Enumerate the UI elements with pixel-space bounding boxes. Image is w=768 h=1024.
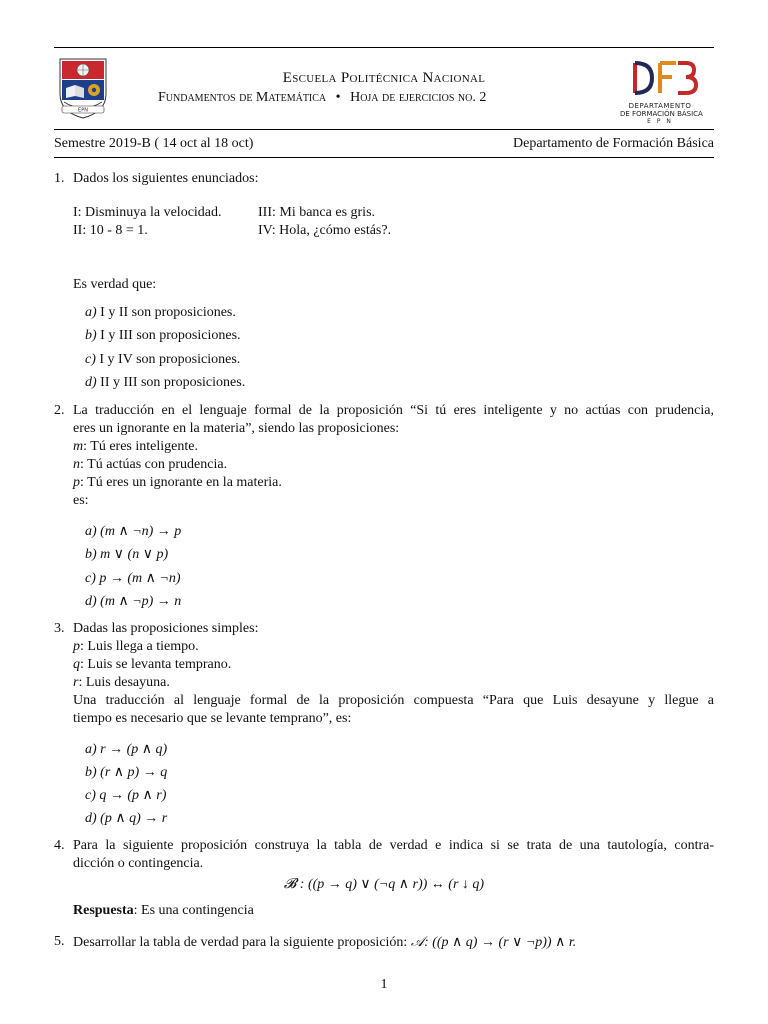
q3-line-2: tiempo es necesario que se levante temprano”, es: <box>73 711 352 726</box>
var-n: n <box>73 457 80 472</box>
q4-line-2: dicción o contingencia. <box>73 856 204 871</box>
option-label: d) <box>85 375 97 390</box>
option-formula: r → (p ∧ q) <box>100 742 168 757</box>
answer-label: Respuesta <box>73 903 134 918</box>
q2-option-d <box>85 593 181 610</box>
q1-statement-1: I: Disminuya la velocidad. <box>73 205 222 220</box>
q4-answer <box>73 903 254 919</box>
prop-text: : Tú eres inteligente. <box>83 439 198 454</box>
dfb-logo <box>620 57 703 125</box>
prop-text: : Luis se levanta temprano. <box>80 657 232 672</box>
q4-formula <box>0 876 768 893</box>
q3-option-a <box>85 741 167 758</box>
q1-prompt: Es verdad que: <box>73 277 157 292</box>
q3-option-b <box>85 764 167 781</box>
dfb-caption-2: DE FORMACIÓN BÁSICA <box>620 110 703 118</box>
q1-option-a <box>85 305 236 321</box>
option-label: c) <box>85 352 96 367</box>
q2-option-c <box>85 570 181 587</box>
option-label: d) <box>85 811 97 826</box>
answer-text: : Es una contingencia <box>133 903 254 918</box>
q1-statement-2: II: 10 - 8 = 1. <box>73 223 148 238</box>
prop-text: : Luis llega a tiempo. <box>80 639 199 654</box>
q2-es: es: <box>73 493 89 508</box>
q3-option-d <box>85 810 167 827</box>
epn-logo <box>54 56 112 120</box>
q2-prop-n <box>73 457 227 473</box>
q1-option-c <box>85 352 240 368</box>
q3-option-c <box>85 787 166 804</box>
header-bottom-rule <box>54 157 714 158</box>
q1-statement-4: IV: Hola, ¿cómo estás?. <box>258 223 392 238</box>
option-label: b) <box>85 547 97 562</box>
formula-name: 𝒜 <box>410 935 425 950</box>
q3-prop-q <box>73 657 231 673</box>
var-r: r <box>73 675 79 690</box>
q2-line-2: eres un ignorante en la materia”, siendo las proposiciones: <box>73 421 400 436</box>
var-p: p <box>73 475 80 490</box>
option-label: c) <box>85 571 96 586</box>
dfb-monogram-icon <box>620 57 700 97</box>
q3-line-1: Una traducción al lenguaje formal de la proposición compuesta “Para que Luis desayune y llegue a <box>73 693 714 708</box>
q5-text <box>73 934 576 951</box>
q3-prop-r <box>73 675 170 691</box>
option-text: I y IV son proposiciones. <box>99 352 241 367</box>
var-q: q <box>73 657 80 672</box>
formula-body: : ((p ∧ q) → (r ∨ ¬p)) ∧ r. <box>424 935 577 950</box>
option-text: I y III son proposiciones. <box>100 328 241 343</box>
header-top-rule <box>54 47 714 48</box>
option-formula: m ∨ (n ∨ p) <box>100 547 169 562</box>
prop-text: : Tú eres un ignorante en la materia. <box>80 475 282 490</box>
option-formula: (r ∧ p) → q <box>100 765 168 780</box>
option-label: c) <box>85 788 96 803</box>
q2-prop-p <box>73 475 282 491</box>
header-mid-rule <box>54 129 714 130</box>
svg-text:EPN: EPN <box>78 107 88 114</box>
option-label: a) <box>85 305 97 320</box>
q2-number: 2. <box>54 403 65 418</box>
q2-option-a <box>85 523 181 540</box>
var-m: m <box>73 439 84 454</box>
q1-number: 1. <box>54 171 65 186</box>
dfb-caption-1: DEPARTAMENTO <box>628 102 692 110</box>
q2-option-b <box>85 546 168 563</box>
option-label: a) <box>85 524 97 539</box>
q2-line-1: La traducción en el lenguaje formal de la proposición “Si tú eres inteligente y no actúas con prudencia, <box>73 403 714 418</box>
var-p: p <box>73 639 80 654</box>
dfb-caption-3: E P N <box>647 118 673 125</box>
q1-stem: Dados los siguientes enunciados: <box>73 171 259 186</box>
q5-prompt: Desarrollar la tabla de verdad para la siguiente proposición: <box>73 935 411 950</box>
q5-number: 5. <box>54 934 65 949</box>
worksheet-name: Hoja de ejercicios no. 2 <box>350 90 487 105</box>
q3-prop-p <box>73 639 199 655</box>
bullet-separator: • <box>335 90 341 105</box>
q4-line-1: Para la siguiente proposición construya la tabla de verdad e indica si se trata de una tautología, contra- <box>73 838 714 853</box>
option-formula: q → (p ∧ r) <box>99 788 167 803</box>
q3-number: 3. <box>54 621 65 636</box>
course-name: Fundamentos de Matemática <box>158 90 327 105</box>
course-subtitle <box>158 90 486 106</box>
q1-statement-3: III: Mi banca es gris. <box>258 205 376 220</box>
q1-option-d <box>85 375 245 391</box>
prop-text: : Tú actúas con prudencia. <box>80 457 228 472</box>
page-number: 1 <box>380 977 388 992</box>
option-formula: p → (m ∧ ¬n) <box>99 571 181 586</box>
semester-info: Semestre 2019-B ( 14 oct al 18 oct) <box>54 136 254 151</box>
option-formula: (p ∧ q) → r <box>100 811 168 826</box>
option-label: b) <box>85 765 97 780</box>
q2-prop-m <box>73 439 198 455</box>
option-text: II y III son proposiciones. <box>100 375 246 390</box>
option-formula: (m ∧ ¬p) → n <box>100 594 182 609</box>
option-text: I y II son proposiciones. <box>100 305 236 320</box>
prop-text: : Luis desayuna. <box>78 675 170 690</box>
option-label: d) <box>85 594 97 609</box>
option-formula: (m ∧ ¬n) → p <box>100 524 182 539</box>
formula-name: 𝓑 <box>283 877 297 892</box>
q3-stem: Dadas las proposiciones simples: <box>73 621 259 636</box>
option-label: a) <box>85 742 97 757</box>
q1-option-b <box>85 328 241 344</box>
institution-name: Escuela Politécnica Nacional <box>282 70 486 86</box>
option-label: b) <box>85 328 97 343</box>
formula-body: : ((p → q) ∨ (¬q ∧ r)) ↔ (r ↓ q) <box>296 877 485 892</box>
department-name: Departamento de Formación Básica <box>513 136 714 151</box>
q4-number: 4. <box>54 838 65 853</box>
